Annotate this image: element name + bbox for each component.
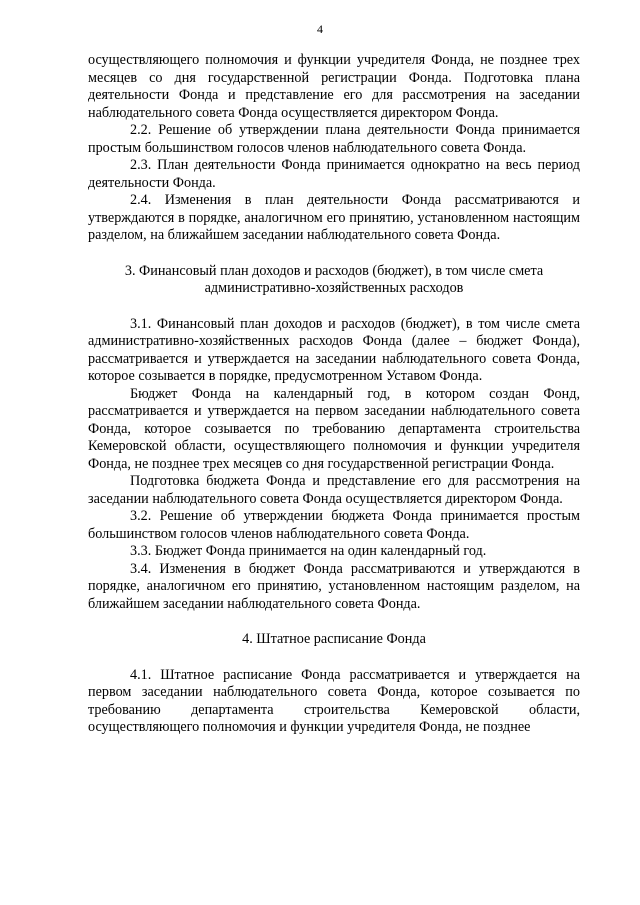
page-number: 4: [317, 22, 323, 36]
document-body: [88, 52, 580, 737]
paragraph-4-1: 4.1. Штатное расписание Фонда рассматривается и утверждается на первом заседании наблюдательного совета Фонда, которое созывается по требованию департамента строительства Кемеровской области, осуществляющего полномочия и функции учредителя Фонда, не позднее: [88, 666, 580, 735]
paragraph-3-1: 3.1. Финансовый план доходов и расходов (бюджет), в том числе смета административно-хозяйственных расходов Фонда (далее – бюджет Фонда), рассматривается и утверждается на заседании наблюдательного совета Фонда, которое созывается в порядке, предусмотренном Уставом Фонда.: [88, 315, 580, 384]
section-3-heading-line2: административно-хозяйственных расходов: [204, 280, 464, 296]
paragraph-2-4: 2.4. Изменения в план деятельности Фонда рассматриваются и утверждаются в порядке, аналогичном его принятию, установленном настоящим разделом, на ближайшем заседании наблюдательного совета Фонда.: [88, 192, 580, 243]
paragraph-2-2: 2.2. Решение об утверждении плана деятельности Фонда принимается простым большинством голосов членов наблюдательного совета Фонда.: [88, 122, 580, 156]
paragraph-budget-preparation: Подготовка бюджета Фонда и представление его для рассмотрения на заседании наблюдательного совета Фонда осуществляется директором Фонда.: [88, 473, 580, 507]
paragraph-3-4: 3.4. Изменения в бюджет Фонда рассматриваются и утверждаются в порядке, аналогичном его принятию, установленном настоящим разделом, на ближайшем заседании наблюдательного совета Фонда.: [88, 560, 580, 612]
paragraph-budget-first-year: Бюджет Фонда на календарный год, в котором создан Фонд, рассматривается и утверждается на первом заседании наблюдательного совета Фонда, которое созывается по требованию департамента строительства Кемеровской области, осуществляющего полномочия и функции учредителя Фонда, не позднее трех месяцев со дня государственной регистрации Фонда.: [88, 385, 580, 472]
paragraph-continuation: осуществляющего полномочия и функции учредителя Фонда, не позднее трех месяцев со дня государственной регистрации Фонда. Подготовка плана деятельности Фонда и представление его для рассмотрения на заседании наблюдательного совета Фонда осуществляется директором Фонда.: [88, 52, 580, 121]
section-3-heading-line1: 3. Финансовый план доходов и расходов (бюджет), в том числе смета: [124, 262, 544, 279]
section-4-heading: 4. Штатное расписание Фонда: [242, 631, 426, 647]
paragraph-3-3: 3.3. Бюджет Фонда принимается на один календарный год.: [130, 543, 487, 559]
paragraph-2-3: 2.3. План деятельности Фонда принимается однократно на весь период деятельности Фонда.: [88, 157, 580, 191]
section-3-heading: [88, 263, 580, 298]
paragraph-3-2: 3.2. Решение об утверждении бюджета Фонда принимается простым большинством голосов членов наблюдательного совета Фонда.: [88, 508, 580, 542]
